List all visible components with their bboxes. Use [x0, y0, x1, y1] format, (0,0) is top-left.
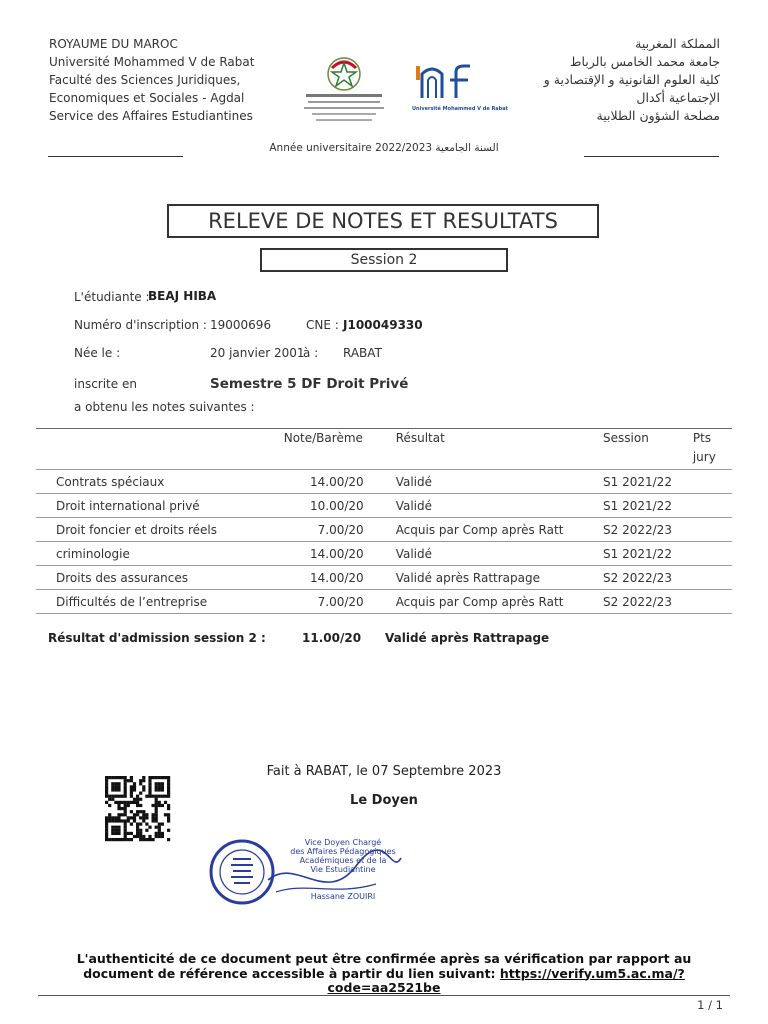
module-note: 14.00/20 [310, 570, 364, 585]
student-name: BEAJ HIBA [148, 289, 217, 303]
birth-place: RABAT [343, 346, 382, 360]
header-right-line: مصلحة الشؤون الطلابية [596, 108, 720, 123]
module-result: Validé après Rattrapage [395, 570, 540, 585]
stamp-line: Académiques et de la [299, 856, 387, 865]
header-left-line: Service des Affaires Estudiantines [49, 109, 253, 123]
table-row [36, 566, 732, 590]
academic-year: Année universitaire 2022/2023 السنة الجامعية [269, 142, 499, 154]
stamp-line: des Affaires Pédagogiques [290, 847, 396, 856]
module-result: Validé [395, 498, 432, 513]
cne-value: J100049330 [343, 318, 423, 332]
module-result: Acquis par Comp après Ratt [395, 522, 564, 537]
page-number: 1 / 1 [697, 998, 723, 1012]
qr-code-icon [104, 776, 172, 842]
module-note: 7.00/20 [317, 594, 364, 609]
admission-note: 11.00/20 [302, 631, 362, 645]
stamp-line: Vice Doyen Chargé [304, 838, 382, 847]
semester: Semestre 5 DF Droit Privé [210, 376, 409, 392]
verify-link[interactable]: https://verify.um5.ac.ma/?code=aa2521be [327, 965, 685, 995]
table-row [36, 590, 732, 614]
header-left-rule [48, 156, 183, 157]
module-result: Acquis par Comp après Ratt [395, 594, 564, 609]
header-right-line: جامعة محمد الخامس بالرباط [569, 54, 720, 69]
qr-code [104, 776, 172, 846]
module-result: Validé [395, 546, 432, 561]
page-title: RELEVE DE NOTES ET RESULTATS [167, 204, 599, 238]
birth-label: Née le : [74, 346, 121, 360]
module-note: 10.00/20 [310, 498, 364, 513]
table-header-row [36, 429, 732, 470]
module-name: Droit international privé [56, 498, 200, 513]
module-name: Droit foncier et droits réels [56, 522, 217, 537]
admission-label: Résultat d'admission session 2 : [48, 631, 266, 645]
header-left-line: Faculté des Sciences Juridiques, [49, 73, 241, 87]
doyen-label: Le Doyen [350, 793, 418, 808]
col-pts-jury [693, 429, 732, 470]
grades-intro: a obtenu les notes suivantes : [74, 400, 255, 414]
module-session: S1 2021/22 [603, 498, 672, 513]
header-left-line: Université Mohammed V de Rabat [49, 55, 255, 69]
authenticity-notice [0, 952, 768, 996]
header-left-line: Economiques et Sociales - Agdal [49, 91, 245, 105]
stamp-line: Vie Estudiantine [310, 865, 376, 874]
col-pts: Pts [692, 431, 712, 445]
authenticity-text: L'authenticité de ce document peut être confirmée après sa vérification par rapport au document de référence accessible à partir du lien suivant: [76, 951, 692, 981]
module-note: 14.00/20 [310, 546, 364, 561]
module-name: criminologie [56, 546, 130, 561]
grades-table [36, 428, 732, 614]
official-stamp [206, 836, 406, 910]
fait-a: Fait à RABAT, le 07 Septembre 2023 [266, 764, 502, 779]
module-name: Droits des assurances [56, 570, 189, 585]
faculty-logo [298, 52, 390, 132]
enrolled-label: inscrite en [74, 377, 137, 391]
university-logo [412, 62, 509, 120]
footer-rule [38, 995, 730, 996]
module-session: S1 2021/22 [603, 474, 672, 489]
module-session: S2 2022/23 [603, 570, 672, 585]
col-jury: jury [692, 450, 716, 464]
table-row [36, 518, 732, 542]
module-session: S2 2022/23 [603, 522, 672, 537]
table-row [36, 470, 732, 494]
table-row [36, 494, 732, 518]
stamp-signatory: Hassane ZOUIRI [310, 892, 376, 901]
birth-place-label: à : [303, 346, 319, 360]
inscription-label: Numéro d'inscription : [74, 318, 207, 332]
inscription-number: 19000696 [210, 318, 272, 332]
university-logo-caption: Université Mohammed V de Rabat [412, 106, 509, 112]
header-left-line: ROYAUME DU MAROC [49, 37, 178, 51]
header-right-rule [584, 156, 719, 157]
col-result: Résultat [395, 431, 445, 445]
module-name: Contrats spéciaux [56, 474, 165, 489]
student-name-label: L'étudiante : [74, 290, 150, 304]
module-result: Validé [395, 474, 432, 489]
col-session: Session [603, 431, 649, 445]
header-right-line: كلية العلوم القانونية و الإقتصادية و [543, 72, 720, 87]
faculty-seal-icon [298, 52, 390, 132]
module-note: 14.00/20 [310, 474, 364, 489]
birth-date: 20 janvier 2001 [210, 346, 305, 360]
header-left [49, 35, 254, 125]
table-row [36, 542, 732, 566]
university-logo-icon [412, 62, 502, 102]
cne-label: CNE : [306, 318, 339, 332]
stamp-text [288, 838, 398, 901]
module-session: S1 2021/22 [603, 546, 672, 561]
header-right [544, 35, 720, 125]
module-session: S2 2022/23 [603, 594, 672, 609]
header-right-line: المملكة المغربية [635, 36, 720, 51]
col-note: Note/Barème [283, 431, 363, 445]
module-name: Difficultés de l’entreprise [56, 594, 208, 609]
header-right-line: الإجتماعية أكدال [636, 90, 720, 105]
session-label: Session 2 [260, 248, 508, 272]
admission-result: Validé après Rattrapage [385, 631, 550, 645]
module-note: 7.00/20 [317, 522, 364, 537]
